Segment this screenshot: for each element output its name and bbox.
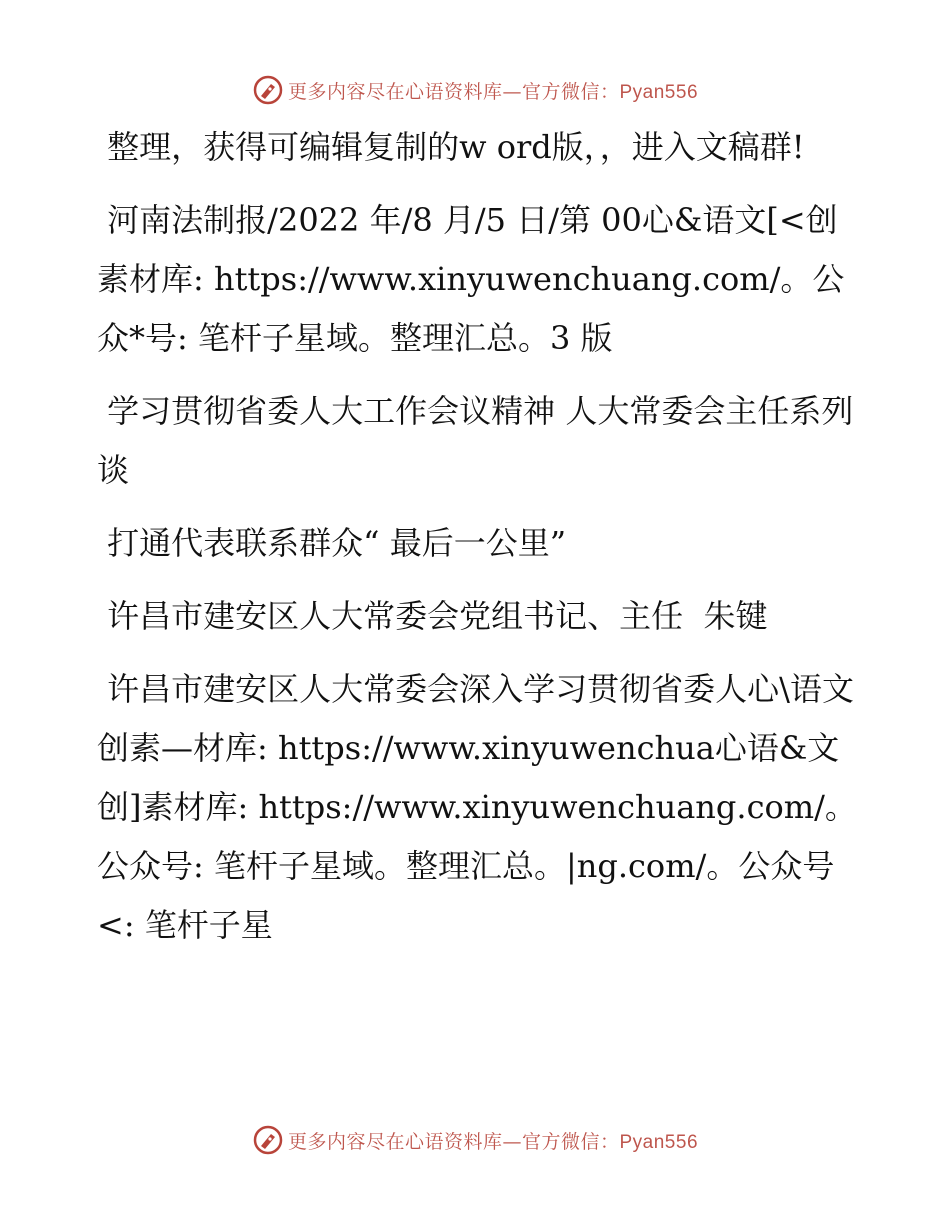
watermark-label: 更多内容尽在心语资料库—官方微信： — [287, 1130, 620, 1153]
paragraph-headline: 学习贯彻省委人大工作会议精神 人大常委会主任系列谈 — [97, 392, 854, 489]
watermark-label: 更多内容尽在心语资料库—官方微信： — [287, 80, 620, 103]
watermark-text — [288, 77, 698, 104]
footer-watermark — [0, 1120, 950, 1160]
watermark-text — [288, 1127, 698, 1154]
paragraph-title: 打通代表联系群众“ 最后一公里” — [97, 524, 567, 562]
paragraph-intro: 整理，获得可编辑复制的w ord版，，进入文稿群! — [97, 128, 805, 166]
paragraph-source: 河南法制报/2022 年/8 月/5 日/第 00心&语文[<创素材库: https://www.xinyuwenchuang.com/。公众*号: 笔杆子星域。整理汇总。3 版 — [97, 201, 845, 357]
document-body — [97, 118, 857, 955]
paragraph-body: 许昌市建安区人大常委会深入学习贯彻省委人心\语文创素—材库: https://www.xinyuwenchua心语&文创]素材库: https://www.xinyuwenchuang.com/。公众号: 笔杆子星域。整理汇总。|ng.com/。公众号<: 笔杆子星 — [97, 670, 857, 944]
header-watermark — [0, 70, 950, 110]
pen-nib-circle-icon — [252, 1124, 284, 1156]
watermark-handle: Pyan556 — [619, 81, 699, 103]
paragraph-author: 许昌市建安区人大常委会党组书记、主任 朱键 — [97, 597, 768, 635]
pen-nib-circle-icon — [252, 74, 284, 106]
watermark-handle: Pyan556 — [619, 1131, 699, 1153]
